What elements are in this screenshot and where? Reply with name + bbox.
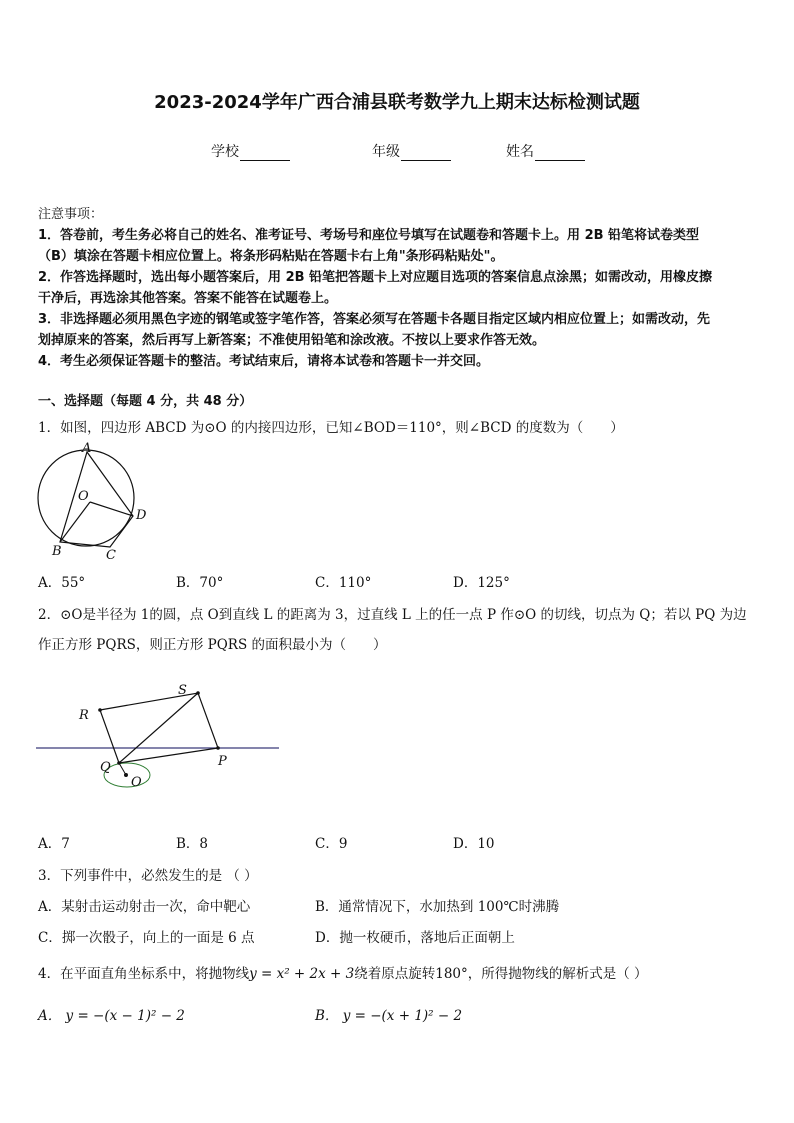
label-a: A [82, 441, 92, 456]
label-c: C [106, 548, 116, 563]
note-line: 划掉原来的答案，然后再写上新答案；不准使用铅笔和涂改液。不按以上要求作答无效。 [38, 333, 546, 348]
q4-stem-suffix: 绕着原点旋转180°，所得抛物线的解析式是（ ） [354, 966, 648, 982]
q1-option-b[interactable]: B．70° [176, 575, 224, 591]
school-field [211, 141, 290, 161]
q2-option-d[interactable]: D．10 [453, 836, 495, 852]
grade-blank [401, 146, 451, 161]
q2-stem-line1: 2．⊙O是半径为 1的圆，点 O到直线 L 的距离为 3，过直线 L 上的任一点 P 作⊙O 的切线，切点为 Q；若以 PQ 为边 [38, 607, 747, 623]
grade-label: 年级 [372, 144, 400, 160]
note-line: 4．考生必须保证答题卡的整洁。考试结束后，请将本试卷和答题卡一并交回。 [38, 354, 490, 369]
name-blank [535, 146, 585, 161]
note-line: 3．非选择题必须用黑色字迹的钢笔或签字笔作答，答案必须写在答题卡各题目指定区域内相应位置上；如需改动，先 [38, 312, 711, 327]
q1-stem: 1．如图，四边形 ABCD 为⊙O 的内接四边形，已知∠BOD＝110°，则∠BCD 的度数为（ ） [38, 420, 624, 436]
label-q: Q [100, 760, 111, 775]
school-label: 学校 [211, 144, 239, 160]
name-field [506, 141, 585, 161]
q2-option-b[interactable]: B．8 [176, 836, 209, 852]
q4-formula: y = x² + 2x + 3 [249, 966, 355, 982]
notes-label: 注意事项： [38, 207, 104, 222]
q4-stem-prefix: 4．在平面直角坐标系中，将抛物线 [38, 966, 250, 982]
q4-stem [38, 962, 648, 982]
q1-circle-figure [30, 440, 160, 565]
q1-option-c[interactable]: C．110° [315, 575, 372, 591]
note-line: （B）填涂在答题卡相应位置上。将条形码粘贴在答题卡右上角"条形码粘贴处"。 [38, 249, 504, 264]
label-r: R [79, 708, 89, 723]
label-p: P [218, 754, 227, 769]
segment-oq [119, 763, 126, 775]
grade-field [372, 141, 451, 161]
q3-stem: 3．下列事件中，必然发生的是 （ ） [38, 868, 258, 884]
label-b: B [52, 544, 62, 559]
q3-option-c[interactable]: C．掷一次骰子，向上的一面是 6 点 [38, 930, 255, 946]
label-o: O [78, 489, 89, 504]
segment-od [90, 502, 133, 516]
q4-option-a[interactable]: A． y = −(x − 1)² − 2 [38, 1008, 185, 1024]
label-d: D [136, 508, 147, 523]
q1-option-a[interactable]: A．55° [38, 575, 86, 591]
q2-stem-line2: 作正方形 PQRS，则正方形 PQRS 的面积最小为（ ） [38, 637, 387, 653]
note-line: 1．答卷前，考生务必将自己的姓名、准考证号、考场号和座位号填写在试题卷和答题卡上。用 2B 铅笔将试卷类型 [38, 228, 700, 243]
exam-title: 2023-2024学年广西合浦县联考数学九上期末达标检测试题 [154, 92, 640, 113]
segment-ob [60, 502, 90, 542]
note-line: 2．作答选择题时，选出每小题答案后，用 2B 铅笔把答题卡上对应题目选项的答案信息点涂黑；如需改动，用橡皮擦 [38, 270, 713, 285]
q2-option-c[interactable]: C．9 [315, 836, 348, 852]
q3-option-a[interactable]: A．某射击运动射击一次，命中靶心 [38, 899, 251, 915]
name-label: 姓名 [506, 144, 534, 160]
note-line: 干净后，再选涂其他答案。答案不能答在试题卷上。 [38, 291, 338, 306]
point-p [216, 746, 220, 750]
q4-option-b[interactable]: B． y = −(x + 1)² − 2 [315, 1008, 463, 1024]
q3-option-b[interactable]: B．通常情况下，水加热到 100℃时沸腾 [315, 899, 560, 915]
school-blank [240, 146, 290, 161]
section-heading: 一、选择题（每题 4 分，共 48 分） [38, 394, 253, 409]
q2-option-a[interactable]: A．7 [38, 836, 70, 852]
label-s: S [178, 683, 187, 698]
label-o: O [131, 775, 142, 790]
point-s [196, 691, 200, 695]
point-o [124, 773, 128, 777]
q1-option-d[interactable]: D．125° [453, 575, 510, 591]
q3-option-d[interactable]: D．抛一枚硬币，落地后正面朝上 [315, 930, 515, 946]
point-q [117, 761, 121, 765]
q2-square-figure [34, 676, 284, 801]
point-r [98, 708, 102, 712]
